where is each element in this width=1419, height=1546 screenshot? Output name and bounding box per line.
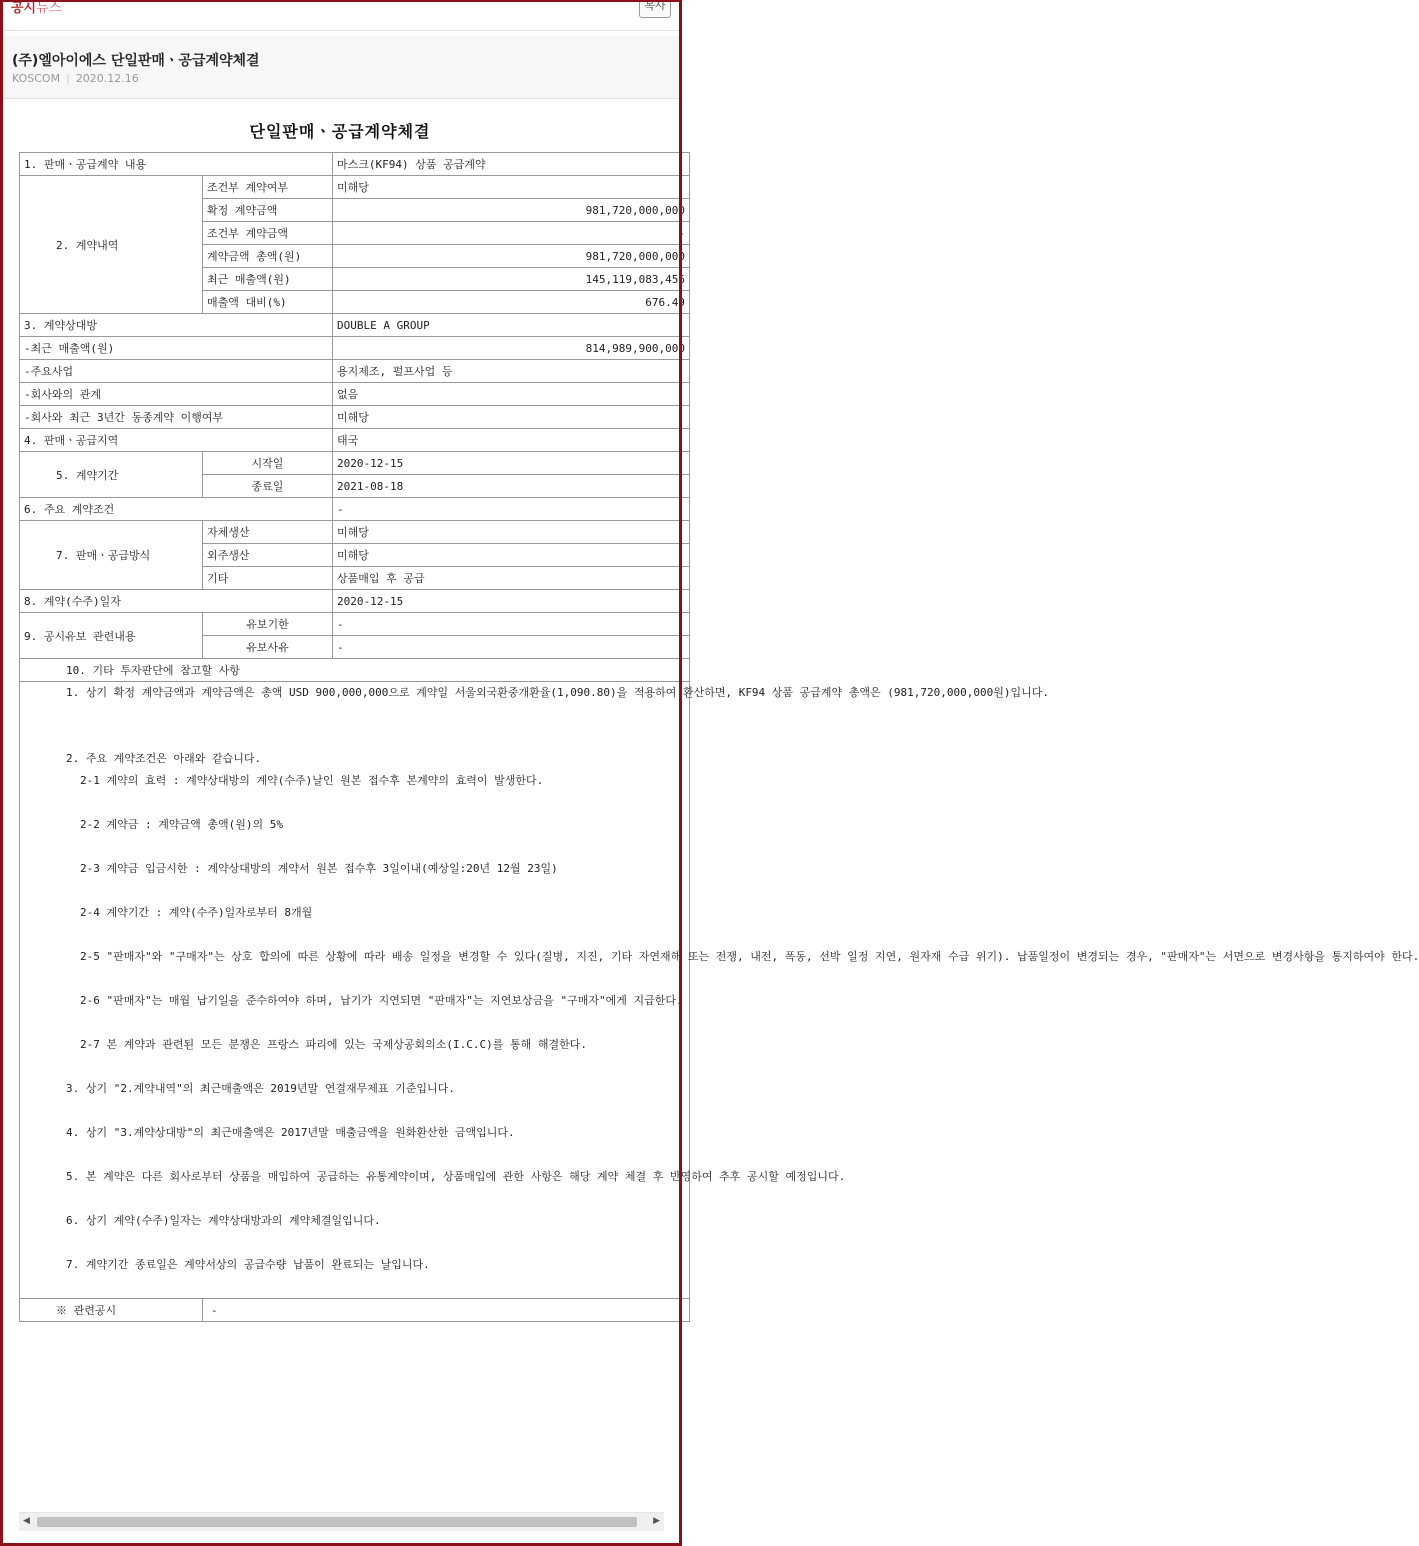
row3-sub-value: 814,989,900,000	[333, 337, 690, 360]
table-row	[20, 429, 690, 452]
copy-button[interactable]: 복사	[639, 0, 671, 18]
note-2: 2. 주요 계약조건은 아래와 같습니다.	[66, 752, 262, 765]
row9-reason-value: -	[333, 636, 690, 659]
row3-value: DOUBLE A GROUP	[333, 314, 690, 337]
row2-item-label: 계약금액 총액(원)	[203, 245, 333, 268]
row2-item-value: 676.49	[333, 291, 690, 314]
row3-sub-label: -회사와 최근 3년간 동종계약 이행여부	[20, 406, 333, 429]
note-4: 4. 상기 "3.계약상대방"의 최근매출액은 2017년말 매출금액을 원화환산한 금액입니다.	[66, 1126, 515, 1139]
table-row	[20, 1299, 690, 1322]
row7-item-value: 미해당	[333, 521, 690, 544]
brand-main-text: 공시	[11, 1, 37, 16]
row1-label: 1. 판매ㆍ공급계약 내용	[20, 153, 333, 176]
scroll-right-icon[interactable]: ▶	[653, 1516, 660, 1526]
table-row	[20, 452, 690, 475]
table-row	[20, 590, 690, 613]
article-title: (주)엘아이에스 단일판매ㆍ공급계약체결	[12, 53, 260, 69]
related-label: ※ 관련공시	[20, 1299, 203, 1322]
row7-item-label: 자체생산	[203, 521, 333, 544]
table-row	[20, 337, 690, 360]
row5-label: 5. 계약기간	[20, 452, 203, 498]
row7-item-label: 기타	[203, 567, 333, 590]
row5-end-value: 2021-08-18	[333, 475, 690, 498]
article-meta	[12, 72, 139, 85]
notes-cell	[20, 682, 1419, 1299]
table-row	[20, 153, 690, 176]
note-1: 1. 상기 확정 계약금액과 계약금액은 총액 USD 900,000,000으로 계약일 서울외국환중개환율(1,090.80)을 적용하여 환산하면, KF94 상품 공급계약 총액은 (981,720,000,000원)입니다.	[66, 686, 1050, 699]
article-header	[3, 36, 679, 99]
row8-value: 2020-12-15	[333, 590, 690, 613]
note-2-4: 2-4 계약기간 : 계약(수주)일자로부터 8개월	[80, 906, 313, 919]
brand-logo[interactable]	[11, 0, 61, 16]
note-7: 7. 계약기간 종료일은 계약서상의 공급수량 납품이 완료되는 날입니다.	[66, 1258, 430, 1271]
row3-sub-value: 용지제조, 펄프사업 등	[333, 360, 690, 383]
document-title: 단일판매ㆍ공급계약체결	[249, 122, 431, 141]
row3-sub-label: -주요사업	[20, 360, 333, 383]
table-row	[20, 314, 690, 337]
row5-start-value: 2020-12-15	[333, 452, 690, 475]
row10-label: 10. 기타 투자판단에 참고할 사항	[20, 659, 690, 682]
row7-item-value: 미해당	[333, 544, 690, 567]
horizontal-scrollbar[interactable]	[19, 1512, 664, 1531]
source-label: KOSCOM	[12, 72, 61, 85]
row2-item-label: 매출액 대비(%)	[203, 291, 333, 314]
row2-item-value: 981,720,000,000	[333, 199, 690, 222]
meta-divider: |	[66, 72, 70, 85]
row2-label: 2. 계약내역	[20, 176, 203, 314]
row8-label: 8. 계약(수주)일자	[20, 590, 333, 613]
table-row	[20, 176, 690, 199]
note-2-2: 2-2 계약금 : 계약금액 총액(원)의 5%	[80, 818, 283, 831]
note-3: 3. 상기 "2.계약내역"의 최근매출액은 2019년말 연결재무제표 기준입니다.	[66, 1082, 455, 1095]
row2-item-label: 조건부 계약여부	[203, 176, 333, 199]
row2-item-value: -	[333, 222, 690, 245]
row3-sub-label: -회사와의 관계	[20, 383, 333, 406]
row7-item-label: 외주생산	[203, 544, 333, 567]
row5-start-label: 시작일	[203, 452, 333, 475]
row2-item-value: 145,119,083,456	[333, 268, 690, 291]
row9-period-label: 유보기한	[203, 613, 333, 636]
row2-item-label: 조건부 계약금액	[203, 222, 333, 245]
row6-label: 6. 주요 계약조건	[20, 498, 333, 521]
row4-value: 태국	[333, 429, 690, 452]
table-row	[20, 613, 690, 636]
table-row	[20, 498, 690, 521]
row2-item-value: 미해당	[333, 176, 690, 199]
note-2-5: 2-5 "판매자"와 "구매자"는 상호 합의에 따른 상황에 따라 배송 일정을 변경할 수 있다(질병, 지진, 기타 자연재해 또는 전쟁, 내전, 폭동, 선박 일정 지연, 원자재 수급 위기). 납품일정이 변경되는 경우, "판매자"는 서면으로 변경사항을 통지하여야 한다.	[80, 950, 1419, 963]
brand-sub-text: 뉴스	[36, 1, 62, 16]
row7-label: 7. 판매ㆍ공급방식	[20, 521, 203, 590]
row5-end-label: 종료일	[203, 475, 333, 498]
row3-sub-label: -최근 매출액(원)	[20, 337, 333, 360]
note-2-3: 2-3 계약금 입금시한 : 계약상대방의 계약서 원본 접수후 3일이내(예상일:20년 12월 23일)	[80, 862, 558, 875]
note-2-6: 2-6 "판매자"는 매월 납기일을 준수하여야 하며, 납기가 지연되면 "판매자"는 지연보상금을 "구매자"에게 지급한다.	[80, 994, 683, 1007]
row9-period-value: -	[333, 613, 690, 636]
row1-value: 마스크(KF94) 상품 공급계약	[333, 153, 690, 176]
related-value: -	[203, 1299, 690, 1322]
table-row	[20, 360, 690, 383]
note-6: 6. 상기 계약(수주)일자는 계약상대방과의 계약체결일입니다.	[66, 1214, 381, 1227]
row9-reason-label: 유보사유	[203, 636, 333, 659]
row2-item-label: 확정 계약금액	[203, 199, 333, 222]
row2-item-label: 최근 매출액(원)	[203, 268, 333, 291]
table-row	[20, 521, 690, 544]
disclosure-table	[19, 152, 1419, 1322]
top-bar	[3, 0, 679, 31]
note-5: 5. 본 계약은 다른 회사로부터 상품을 매입하여 공급하는 유통계약이며, 상품매입에 관한 사항은 해당 계약 체결 후 반영하여 추후 공시할 예정입니다.	[66, 1170, 846, 1183]
row3-sub-value: 미해당	[333, 406, 690, 429]
row9-label: 9. 공시유보 관련내용	[20, 613, 203, 659]
scrollbar-thumb[interactable]	[37, 1517, 637, 1527]
row4-label: 4. 판매ㆍ공급지역	[20, 429, 333, 452]
row6-value: -	[333, 498, 690, 521]
row3-sub-value: 없음	[333, 383, 690, 406]
document-viewport[interactable]	[19, 152, 1419, 1500]
table-row	[20, 383, 690, 406]
note-2-1: 2-1 계약의 효력 : 계약상대방의 계약(수주)날인 원본 접수후 본계약의 효력이 발생한다.	[80, 774, 544, 787]
publish-date: 2020.12.16	[75, 72, 139, 85]
row2-item-value: 981,720,000,000	[333, 245, 690, 268]
table-row	[20, 682, 690, 1299]
table-row	[20, 659, 690, 682]
note-2-7: 2-7 본 계약과 관련된 모든 분쟁은 프랑스 파리에 있는 국제상공회의소(I.C.C)를 통해 해결한다.	[80, 1038, 587, 1051]
scroll-left-icon[interactable]: ◀	[23, 1516, 30, 1526]
table-row	[20, 406, 690, 429]
row3-label: 3. 계약상대방	[20, 314, 333, 337]
row7-item-value: 상품매입 후 공급	[333, 567, 690, 590]
